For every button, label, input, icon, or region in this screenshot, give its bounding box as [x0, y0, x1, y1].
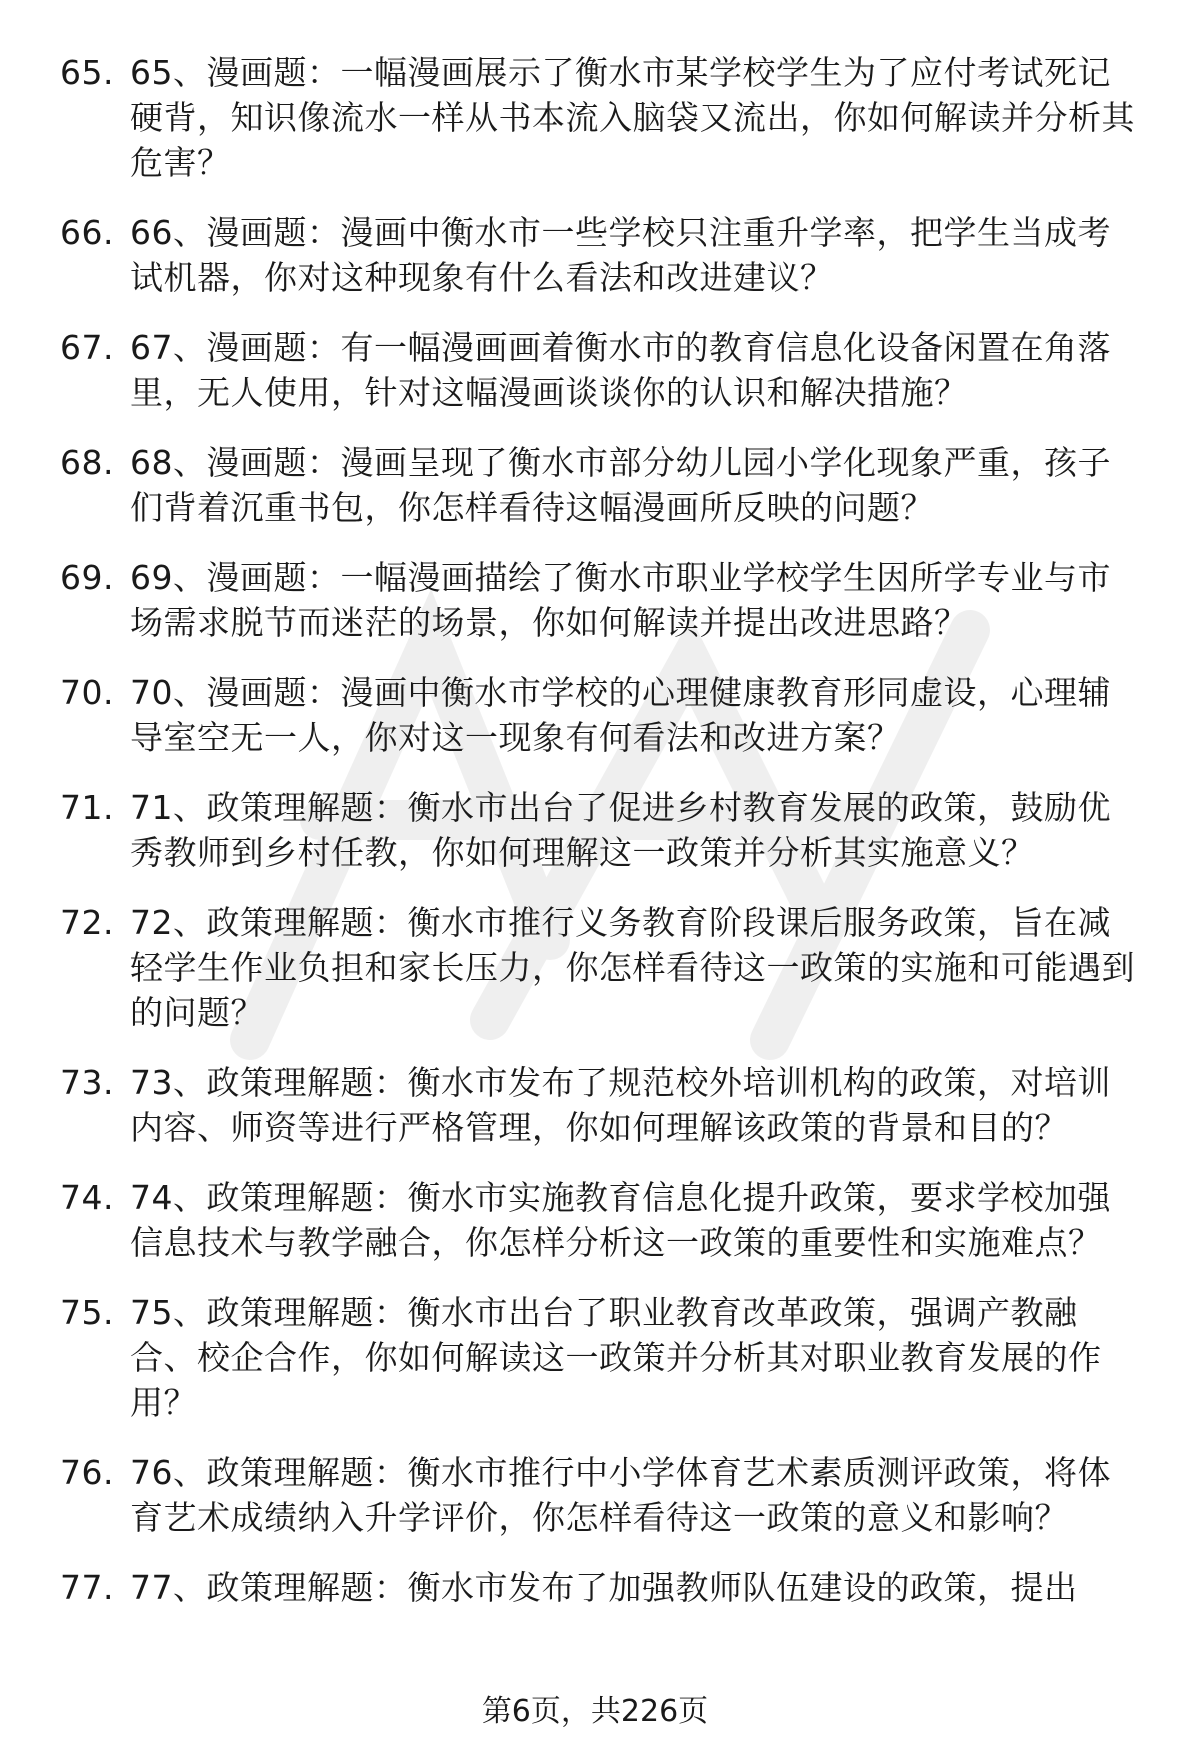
question-text: 77、政策理解题：衡水市发布了加强教师队伍建设的政策，提出 [130, 1568, 1078, 1607]
question-number: 73. [60, 1063, 114, 1102]
question-item [60, 555, 1140, 645]
question-item [60, 1565, 1140, 1610]
question-item [60, 210, 1140, 300]
question-number: 74. [60, 1178, 114, 1217]
question-text: 67、漫画题：有一幅漫画画着衡水市的教育信息化设备闲置在角落里，无人使用，针对这幅漫画谈谈你的认识和解决措施？ [130, 328, 1111, 412]
question-item [60, 50, 1140, 185]
question-text: 75、政策理解题：衡水市出台了职业教育改革政策，强调产教融合、校企合作，你如何解读这一政策并分析其对职业教育发展的作用？ [130, 1293, 1102, 1422]
question-item [60, 1450, 1140, 1540]
question-number: 71. [60, 788, 114, 827]
question-number: 75. [60, 1293, 114, 1332]
question-text: 68、漫画题：漫画呈现了衡水市部分幼儿园小学化现象严重，孩子们背着沉重书包，你怎样看待这幅漫画所反映的问题？ [130, 443, 1111, 527]
question-text: 70、漫画题：漫画中衡水市学校的心理健康教育形同虚设，心理辅导室空无一人，你对这一现象有何看法和改进方案？ [130, 673, 1111, 757]
question-text: 65、漫画题：一幅漫画展示了衡水市某学校学生为了应付考试死记硬背，知识像流水一样从书本流入脑袋又流出，你如何解读并分析其危害？ [130, 53, 1135, 182]
question-text: 76、政策理解题：衡水市推行中小学体育艺术素质测评政策，将体育艺术成绩纳入升学评价，你怎样看待这一政策的意义和影响？ [130, 1453, 1111, 1537]
question-text: 66、漫画题：漫画中衡水市一些学校只注重升学率，把学生当成考试机器，你对这种现象有什么看法和改进建议？ [130, 213, 1111, 297]
question-item [60, 325, 1140, 415]
question-item [60, 1290, 1140, 1425]
question-item [60, 900, 1140, 1035]
question-number: 70. [60, 673, 114, 712]
question-number: 67. [60, 328, 114, 367]
question-number: 65. [60, 53, 114, 92]
question-item [60, 670, 1140, 760]
question-number: 77. [60, 1568, 114, 1607]
question-item [60, 1175, 1140, 1265]
question-list [60, 50, 1140, 1635]
question-number: 69. [60, 558, 114, 597]
question-text: 74、政策理解题：衡水市实施教育信息化提升政策，要求学校加强信息技术与教学融合，你怎样分析这一政策的重要性和实施难点？ [130, 1178, 1111, 1262]
question-number: 66. [60, 213, 114, 252]
question-text: 73、政策理解题：衡水市发布了规范校外培训机构的政策，对培训内容、师资等进行严格管理，你如何理解该政策的背景和目的？ [130, 1063, 1111, 1147]
question-item [60, 1060, 1140, 1150]
page-footer: 第6页，共226页 [481, 1694, 709, 1729]
question-text: 71、政策理解题：衡水市出台了促进乡村教育发展的政策，鼓励优秀教师到乡村任教，你如何理解这一政策并分析其实施意义？ [130, 788, 1111, 872]
question-number: 68. [60, 443, 114, 482]
question-item [60, 785, 1140, 875]
question-item [60, 440, 1140, 530]
question-number: 76. [60, 1453, 114, 1492]
question-text: 72、政策理解题：衡水市推行义务教育阶段课后服务政策，旨在减轻学生作业负担和家长压力，你怎样看待这一政策的实施和可能遇到的问题？ [130, 903, 1135, 1032]
question-number: 72. [60, 903, 114, 942]
question-text: 69、漫画题：一幅漫画描绘了衡水市职业学校学生因所学专业与市场需求脱节而迷茫的场景，你如何解读并提出改进思路？ [130, 558, 1111, 642]
